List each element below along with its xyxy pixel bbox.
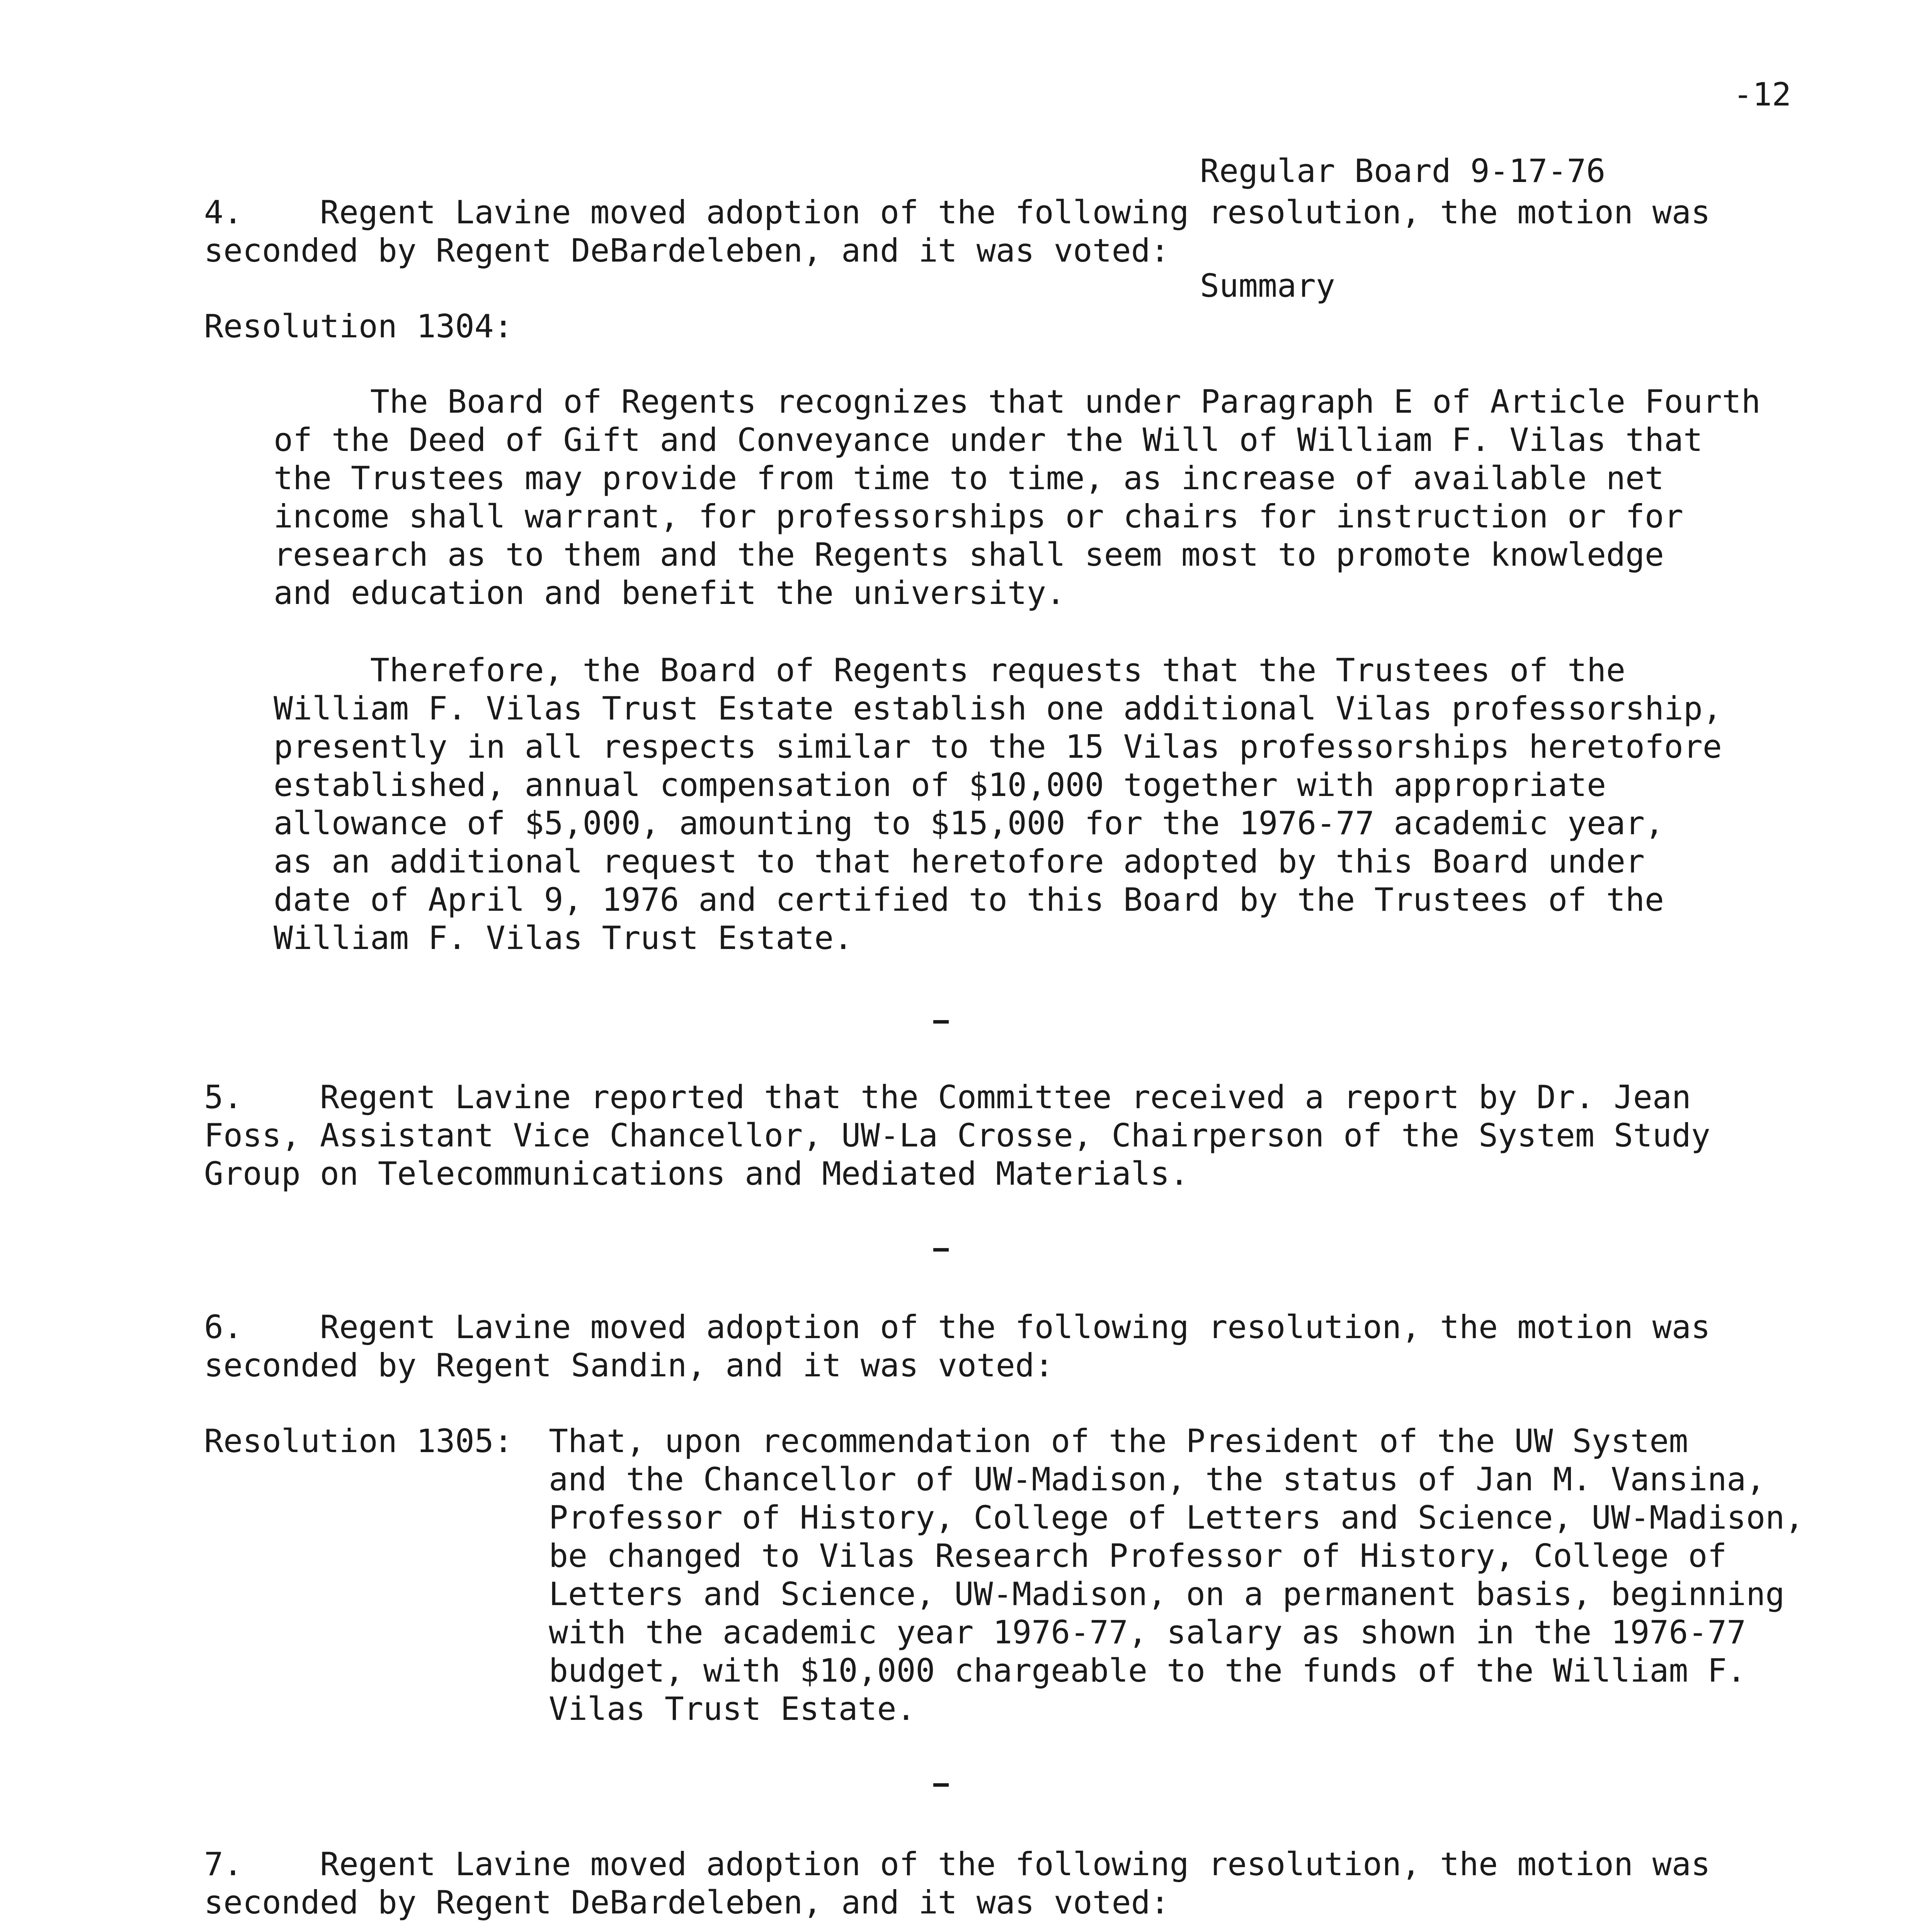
item-5-report [204, 1078, 1808, 1193]
text-line: 6. Regent Lavine moved adoption of the following resolution, the motion was [204, 1308, 1710, 1346]
text-line: seconded by Regent DeBardeleben, and it was voted: [204, 1884, 1170, 1921]
text-line: 7. Regent Lavine moved adoption of the following resolution, the motion was [204, 1845, 1710, 1883]
text-line: presently in all respects similar to the 15 Vilas professorships heretofore [274, 728, 1722, 765]
header-subtitle: Summary [1200, 267, 1335, 304]
item-7-intro [204, 1845, 1808, 1922]
item-4-intro [204, 193, 1808, 270]
text-line: William F. Vilas Trust Estate. [274, 919, 853, 957]
text-line: The Board of Regents recognizes that under Paragraph E of Article Fourth [274, 383, 1761, 420]
resolution-1304-label [204, 307, 1808, 345]
header-title: Regular Board 9-17-76 [1200, 152, 1606, 190]
text-line: with the academic year 1976-77, salary as shown in the 1976-77 [549, 1614, 1746, 1651]
text-line: date of April 9, 1976 and certified to this Board by the Trustees of the [274, 881, 1664, 918]
text-line: seconded by Regent DeBardeleben, and it was voted: [204, 232, 1170, 269]
text-line: 5. Regent Lavine reported that the Committee received a report by Dr. Jean [204, 1078, 1691, 1116]
resolution-1305-label: Resolution 1305: [204, 1422, 513, 1460]
text-line: Group on Telecommunications and Mediated Materials. [204, 1155, 1189, 1192]
section-separator [933, 1020, 949, 1024]
resolution-label: Resolution 1304: [204, 308, 513, 345]
text-line: Professor of History, College of Letters and Science, UW-Madison, [549, 1499, 1804, 1536]
page-number: -12 [1733, 76, 1791, 113]
text-line: the Trustees may provide from time to time, as increase of available net [274, 459, 1664, 497]
text-line: Letters and Science, UW-Madison, on a permanent basis, beginning [549, 1575, 1785, 1613]
text-line: 4. Regent Lavine moved adoption of the following resolution, the motion was [204, 194, 1710, 231]
item-6-intro [204, 1308, 1808, 1384]
text-line: income shall warrant, for professorships or chairs for instruction or for [274, 498, 1683, 535]
text-line: research as to them and the Regents shall seem most to promote knowledge [274, 536, 1664, 573]
resolution-1305-body [549, 1422, 1824, 1728]
text-line: seconded by Regent Sandin, and it was voted: [204, 1347, 1054, 1384]
text-line: Foss, Assistant Vice Chancellor, UW-La Crosse, Chairperson of the System Study [204, 1117, 1710, 1154]
text-line: William F. Vilas Trust Estate establish one additional Vilas professorship, [274, 690, 1722, 727]
text-line: allowance of $5,000, amounting to $15,000 for the 1976-77 academic year, [274, 804, 1664, 842]
text-line: as an additional request to that heretofore adopted by this Board under [274, 843, 1645, 880]
resolution-1304-paragraph-2 [274, 651, 1877, 957]
text-line: Therefore, the Board of Regents requests that the Trustees of the [274, 651, 1625, 689]
text-line: and the Chancellor of UW-Madison, the status of Jan M. Vansina, [549, 1461, 1766, 1498]
section-separator [933, 1783, 949, 1787]
text-line: Vilas Trust Estate. [549, 1690, 916, 1728]
text-line: budget, with $10,000 chargeable to the funds of the William F. [549, 1652, 1746, 1689]
text-line: of the Deed of Gift and Conveyance under the Will of William F. Vilas that [274, 421, 1703, 459]
section-separator [933, 1248, 949, 1252]
resolution-1304-paragraph-1 [274, 383, 1877, 612]
text-line: That, upon recommendation of the President of the UW System [549, 1422, 1688, 1460]
text-line: be changed to Vilas Research Professor of History, College of [549, 1537, 1727, 1575]
text-line: established, annual compensation of $10,000 together with appropriate [274, 766, 1606, 804]
text-line: and education and benefit the university. [274, 574, 1065, 612]
